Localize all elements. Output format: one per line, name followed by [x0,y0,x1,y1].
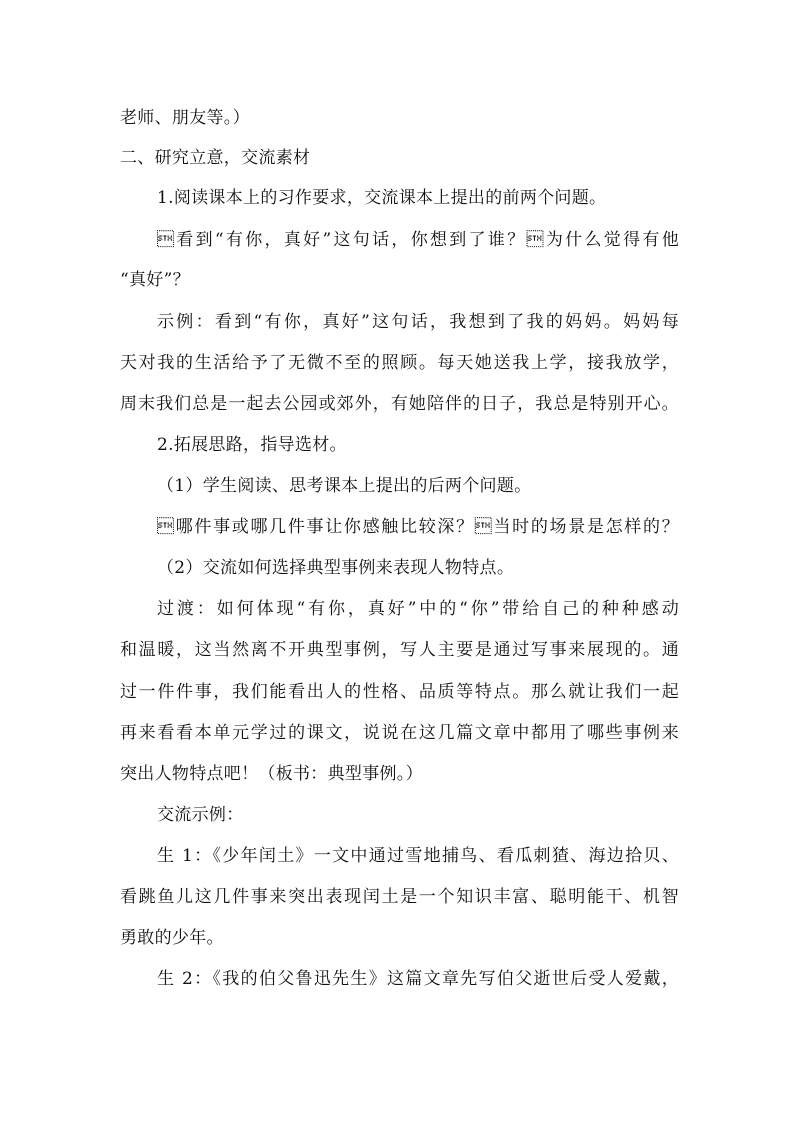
text-line: 交流示例： [157,805,244,825]
text-line: 过一件件事，我们能看出人的性格、品质等特点。那么就让我们一起 [120,682,679,702]
text-line: 哪件事或哪几件事让你感触比较深？当时的场景是怎样的？ [157,517,679,537]
text-line: 过渡：如何体现“有你，真好”中的“你”带给自己的种种感动 [157,599,679,619]
text-line: 突出人物特点吧！（板书：典型事例。） [120,764,423,784]
text-line: （2）交流如何选择典型事例来表现人物特点。 [157,558,515,578]
section-heading: 二、研究立意，交流素材 [120,148,311,168]
text-line: 勇敢的少年。 [120,928,224,948]
text-line: 老师、朋友等。） [120,108,250,128]
text-line: “真好”？ [120,270,190,290]
text-line: 生 2：《我的伯父鲁迅先生》这篇文章先写伯父逝世后受人爱戴， [157,969,679,989]
text-line: 和温暖，这当然离不开典型事例，写人主要是通过写事来展现的。通 [120,640,679,660]
text-line: 2.拓展思路，指导选材。 [157,435,347,455]
text-line: 再来看看本单元学过的课文，说说在这几篇文章中都用了哪些事例来 [120,723,679,743]
text-line: 看到“有你，真好”这句话，你想到了谁？为什么觉得有他 [157,230,679,250]
text-line: 示例：看到“有你，真好”这句话，我想到了我的妈妈。妈妈每 [157,312,679,332]
text-line: 周末我们总是一起去公园或郊外，有她陪伴的日子，我总是特别开心。 [120,394,679,414]
text-line: （1）学生阅读、思考课本上提出的后两个问题。 [157,476,532,496]
text-line: 生 1：《少年闰土》一文中通过雪地捕鸟、看瓜刺猹、海边拾贝、 [157,846,679,866]
text-line: 1.阅读课本上的习作要求，交流课本上提出的前两个问题。 [157,188,607,208]
text-line: 看跳鱼儿这几件事来突出表现闰土是一个知识丰富、聪明能干、机智 [120,887,679,907]
text-line: 天对我的生活给予了无微不至的照顾。每天她送我上学，接我放学， [120,353,679,373]
